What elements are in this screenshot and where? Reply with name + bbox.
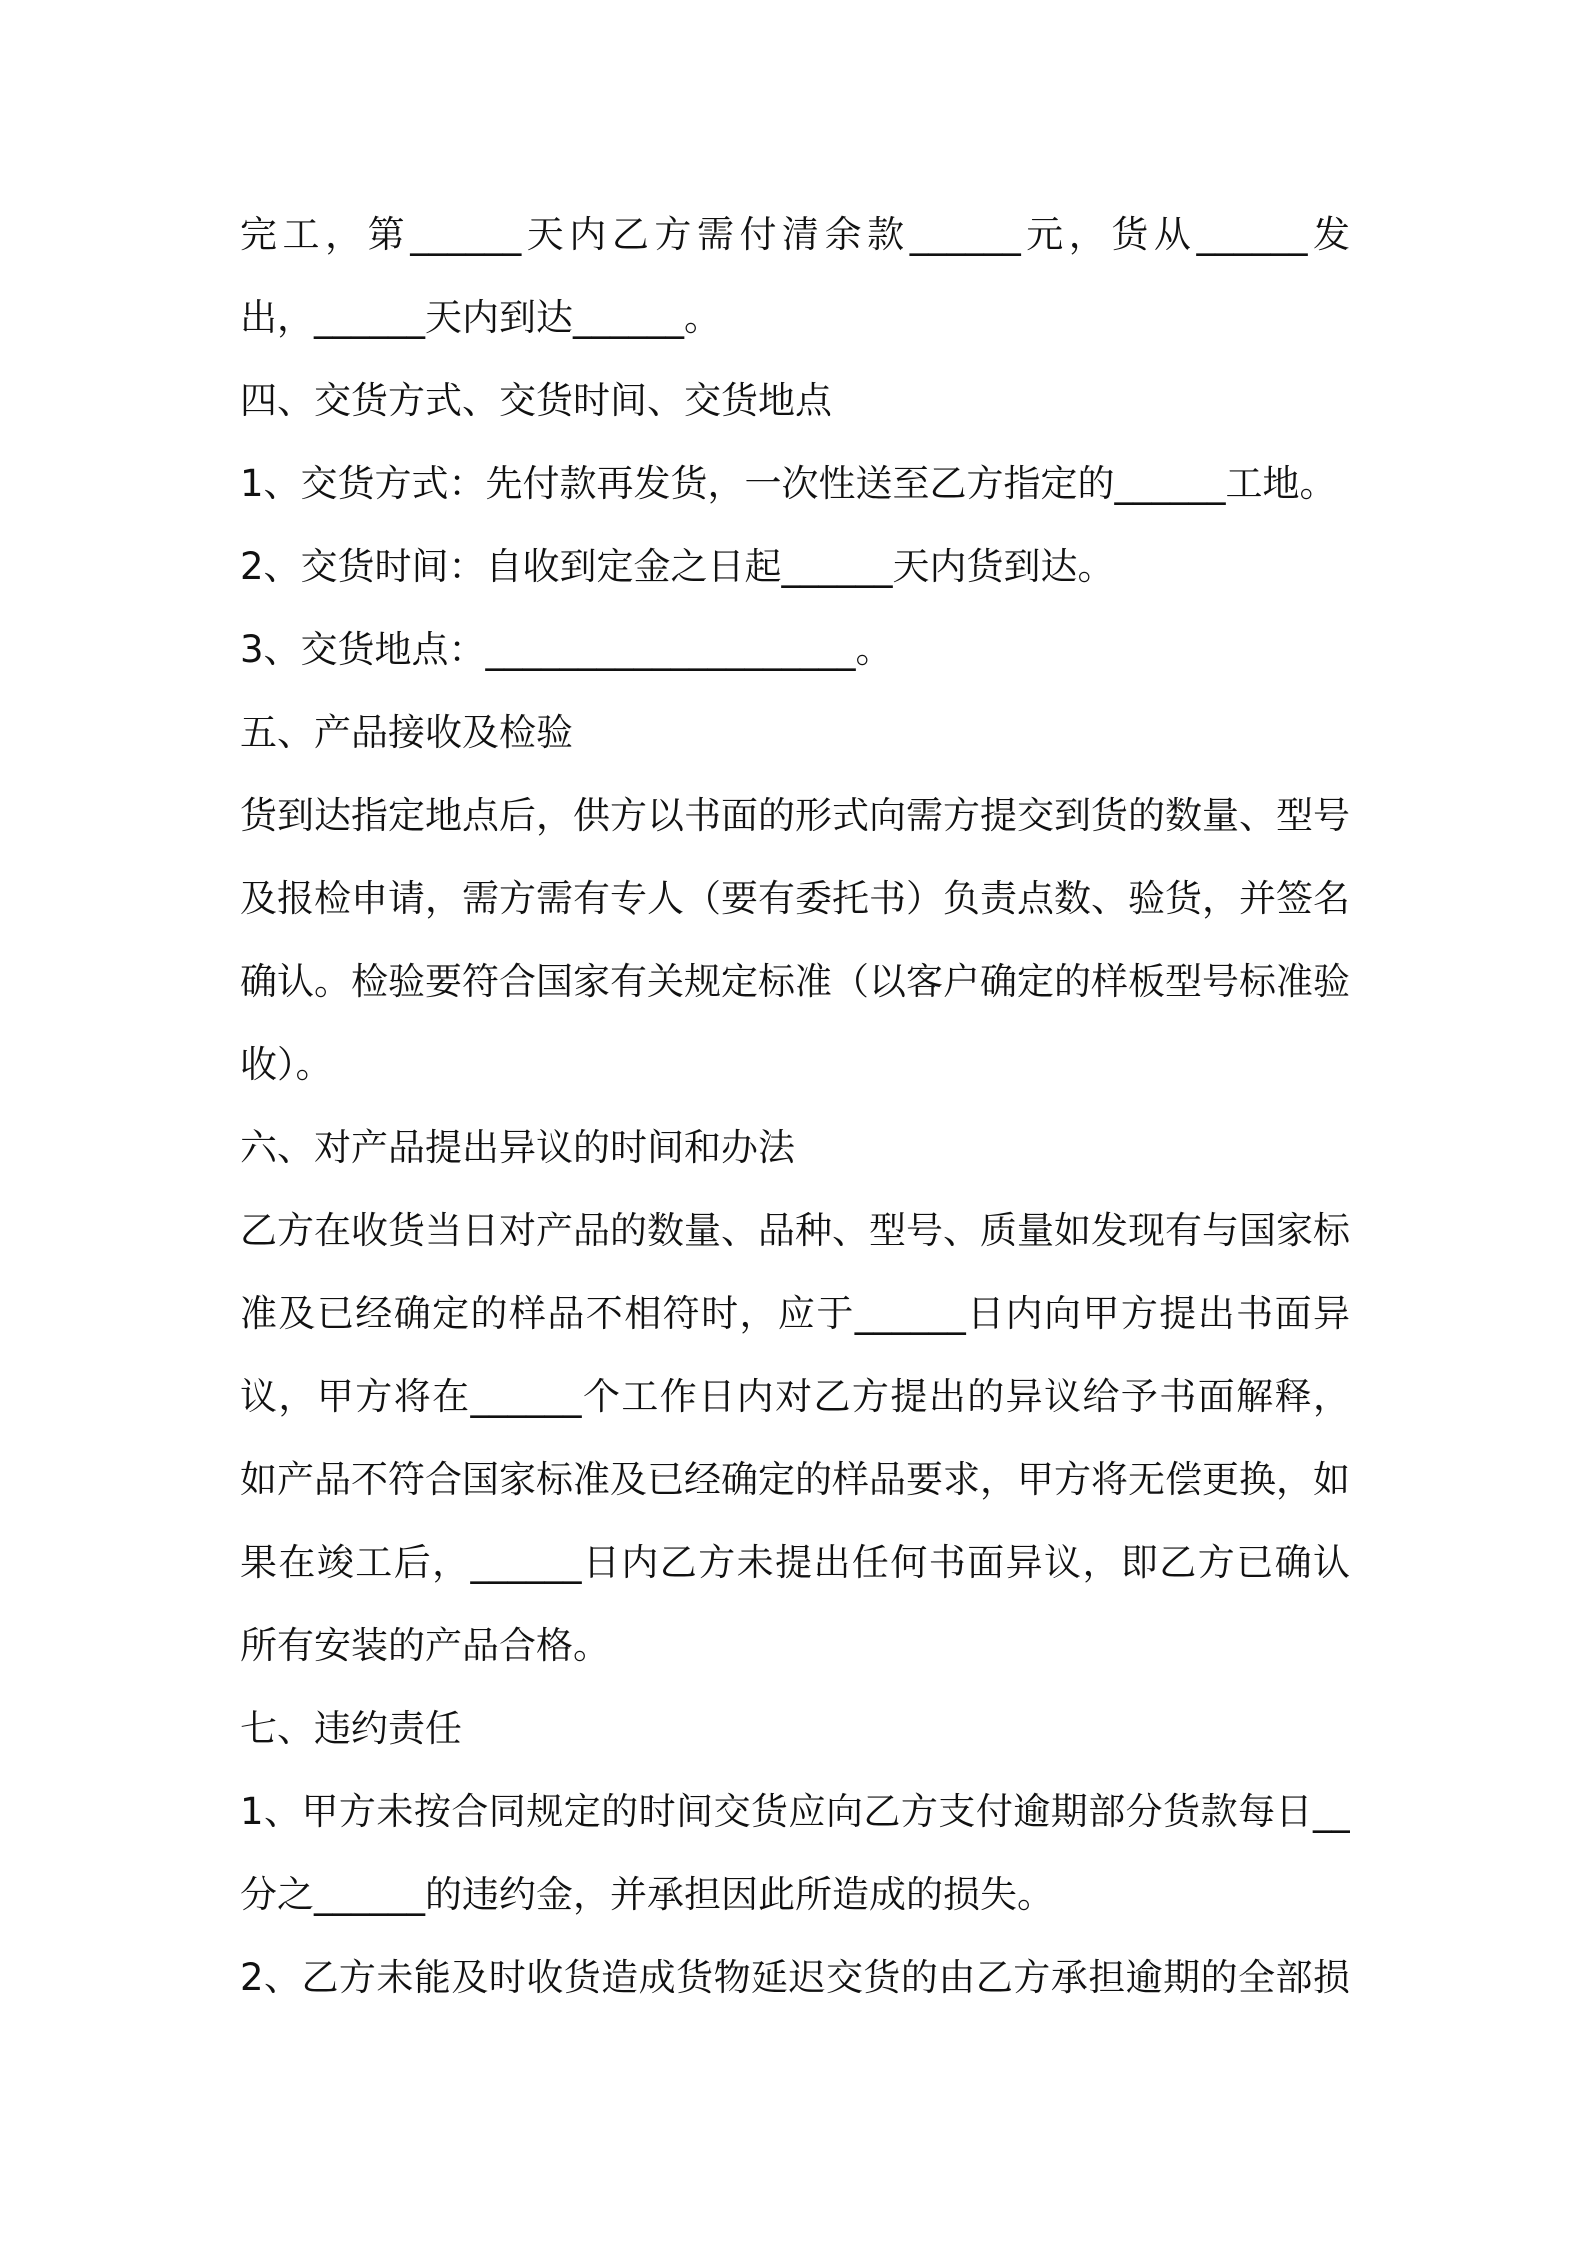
section-heading: 四、交货方式、交货时间、交货地点 [240, 379, 832, 422]
text-line: 2、乙方未能及时收货造成货物延迟交货的由乙方承担逾期的全部损 [240, 1956, 1350, 1999]
text-line: 3、交货地点：____________________。 [240, 628, 893, 671]
document-body [240, 193, 1350, 2019]
text-line: 2、交货时间：自收到定金之日起______天内货到达。 [240, 545, 1115, 588]
text-line: 议，甲方将在______个工作日内对乙方提出的异议给予书面解释， [240, 1375, 1350, 1418]
text-line: 分之______的违约金，并承担因此所造成的损失。 [240, 1873, 1054, 1916]
section-heading: 六、对产品提出异议的时间和办法 [240, 1126, 795, 1169]
section-heading: 五、产品接收及检验 [240, 711, 573, 754]
text-line: 所有安装的产品合格。 [240, 1624, 610, 1667]
text-line: 出，______天内到达______。 [240, 296, 721, 339]
text-line: 准及已经确定的样品不相符时，应于______日内向甲方提出书面异 [240, 1292, 1350, 1335]
text-line: 及报检申请，需方需有专人（要有委托书）负责点数、验货，并签名 [240, 877, 1350, 920]
text-line: 完工，第______天内乙方需付清余款______元，货从______发 [240, 213, 1350, 256]
text-line: 果在竣工后，______日内乙方未提出任何书面异议，即乙方已确认 [240, 1541, 1350, 1584]
text-line: 乙方在收货当日对产品的数量、品种、型号、质量如发现有与国家标 [240, 1209, 1350, 1252]
text-line: 货到达指定地点后，供方以书面的形式向需方提交到货的数量、型号 [240, 794, 1350, 837]
text-line: 确认。检验要符合国家有关规定标准（以客户确定的样板型号标准验 [240, 960, 1350, 1003]
section-heading: 七、违约责任 [240, 1707, 462, 1750]
text-line: 如产品不符合国家标准及已经确定的样品要求，甲方将无偿更换，如 [240, 1458, 1350, 1501]
text-line: 1、甲方未按合同规定的时间交货应向乙方支付逾期部分货款每日__ [240, 1790, 1350, 1833]
text-line: 1、交货方式：先付款再发货，一次性送至乙方指定的______工地。 [240, 462, 1337, 505]
text-line: 收）。 [240, 1043, 333, 1086]
